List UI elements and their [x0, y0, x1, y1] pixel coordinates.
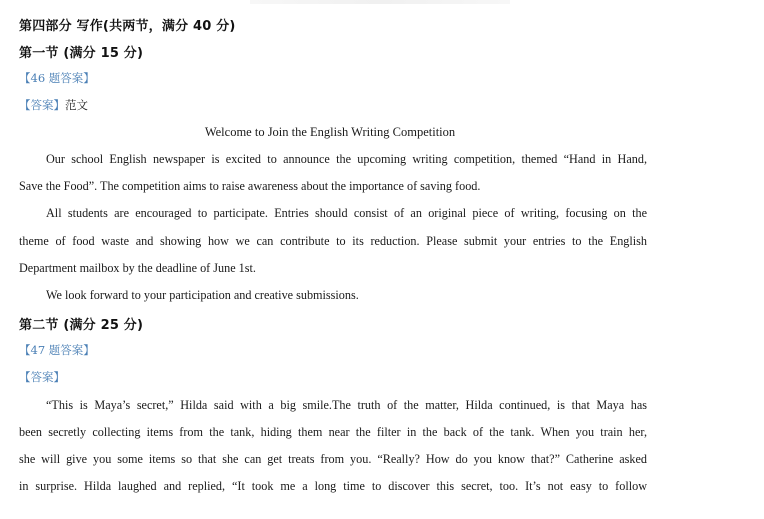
- section2-heading: 第二节 (满分 25 分): [19, 318, 144, 333]
- story-line: in surprise. Hilda laughed and replied, “It took me a long time to discover this secret, too. It’s not easy to follow: [19, 479, 647, 493]
- section1-question-tag-line: [19, 70, 95, 86]
- part-heading: 第四部分 写作(共两节，满分 40 分): [19, 19, 236, 34]
- section1-heading: 第一节 (满分 15 分): [19, 46, 144, 61]
- story-line: been secretly collecting items from the tank, hiding them near the filter in the back of the tank. When you train her,: [19, 425, 647, 439]
- essay-line: Department mailbox by the deadline of June 1st.: [19, 261, 256, 275]
- question-47-tag: 【47 题答案】: [19, 343, 95, 357]
- story-line: “This is Maya’s secret,” Hilda said with a big smile.The truth of the matter, Hilda continued, is that Maya has: [46, 398, 647, 412]
- answer-tag: 【答案】: [19, 98, 65, 112]
- answer-tag: 【答案】: [19, 370, 65, 384]
- section2-question-tag-line: [19, 342, 95, 358]
- essay-line: theme of food waste and showing how we can contribute to its reduction. Please submit your entries to the English: [19, 234, 647, 248]
- essay-line: We look forward to your participation and creative submissions.: [46, 288, 359, 302]
- question-46-tag: 【46 题答案】: [19, 71, 95, 85]
- story-line: she will give you some items so that she can get treats from you. “Really? How do you know that?” Catherine asked: [19, 452, 647, 466]
- essay-line: Save the Food”. The competition aims to raise awareness about the importance of saving food.: [19, 179, 481, 193]
- essay-line: Our school English newspaper is excited to announce the upcoming writing competition, themed “Hand in Hand,: [46, 152, 647, 166]
- essay-line: All students are encouraged to participate. Entries should consist of an original piece of writing, focusing on the: [46, 206, 647, 220]
- section1-answer-tag-line: [19, 97, 88, 113]
- model-essay-label: 范文: [65, 98, 88, 112]
- section2-answer-tag-line: [19, 369, 65, 385]
- essay-title: Welcome to Join the English Writing Competition: [204, 125, 456, 139]
